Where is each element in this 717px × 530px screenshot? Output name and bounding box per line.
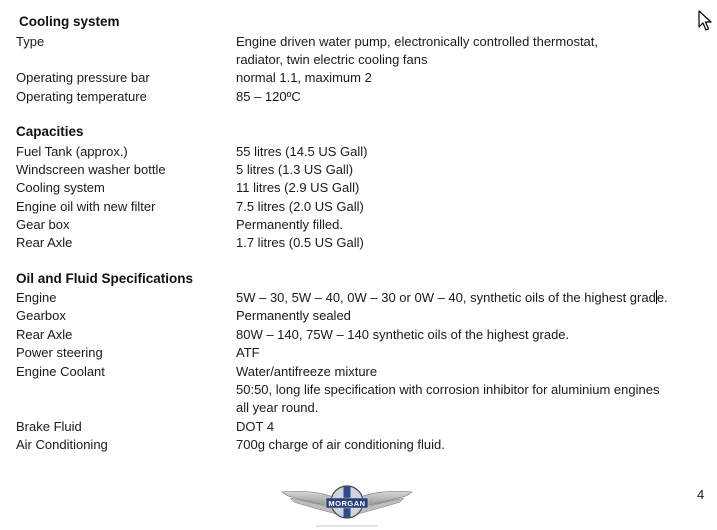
cooling-system-heading: Cooling system [19, 14, 120, 29]
page-number: 4 [697, 487, 705, 502]
engine-coolant-label: Engine Coolant [16, 364, 105, 379]
svg-text:MORGAN: MORGAN [328, 499, 366, 508]
oil-fluid-specifications-heading: Oil and Fluid Specifications [16, 271, 194, 286]
air-conditioning-value: 700g charge of air conditioning fluid. [236, 437, 445, 452]
type-value-line-2: radiator, twin electric cooling fans [236, 52, 428, 67]
mouse-pointer-icon [698, 10, 712, 32]
engine-coolant-value-line-3: all year round. [236, 400, 319, 415]
capacity-value: 1.7 litres (0.5 US Gall) [236, 235, 364, 250]
capacity-value: 11 litres (2.9 US Gall) [236, 180, 360, 195]
air-conditioning-label: Air Conditioning [16, 437, 108, 452]
engine-coolant-value-line-1: Water/antifreeze mixture [236, 364, 378, 379]
capacity-label: Engine oil with new filter [16, 199, 156, 214]
engine-oil-value [236, 290, 668, 305]
capacity-value: 5 litres (1.3 US Gall) [236, 162, 354, 177]
operating-temperature-label: Operating temperature [16, 89, 147, 104]
capacity-label: Fuel Tank (approx.) [16, 144, 128, 159]
capacity-value: Permanently filled. [236, 217, 343, 232]
brake-fluid-value: DOT 4 [236, 419, 275, 434]
capacity-value: 7.5 litres (2.0 US Gall) [236, 199, 364, 214]
engine-oil-value-text-a: 5W – 30, 5W – 40, 0W – 30 or 0W – 40, synthetic oils of the highest grad [236, 290, 656, 305]
gearbox-value: Permanently sealed [236, 308, 351, 323]
operating-pressure-value: normal 1.1, maximum 2 [236, 70, 372, 85]
power-steering-label: Power steering [16, 345, 103, 360]
type-label: Type [16, 34, 45, 49]
rear-axle-value: 80W – 140, 75W – 140 synthetic oils of the highest grade. [236, 327, 570, 342]
capacity-label: Cooling system [16, 180, 105, 195]
operating-temperature-value: 85 – 120ºC [236, 89, 301, 104]
engine-oil-label: Engine [16, 290, 57, 305]
capacity-label: Windscreen washer bottle [16, 162, 166, 177]
morgan-winged-logo-icon [280, 482, 414, 530]
power-steering-value: ATF [236, 345, 260, 360]
gearbox-label: Gearbox [16, 308, 66, 323]
capacity-label: Gear box [16, 217, 70, 232]
capacity-value: 55 litres (14.5 US Gall) [236, 144, 368, 159]
capacity-label: Rear Axle [16, 235, 73, 250]
operating-pressure-label: Operating pressure bar [16, 70, 150, 85]
brake-fluid-label: Brake Fluid [16, 419, 82, 434]
engine-coolant-value-line-2: 50:50, long life specification with corrosion inhibitor for aluminium engines [236, 382, 660, 397]
capacities-heading: Capacities [16, 124, 84, 139]
type-value-line-1: Engine driven water pump, electronically controlled thermostat, [236, 34, 599, 49]
engine-oil-value-text-b: e. [656, 290, 668, 305]
rear-axle-label: Rear Axle [16, 327, 73, 342]
